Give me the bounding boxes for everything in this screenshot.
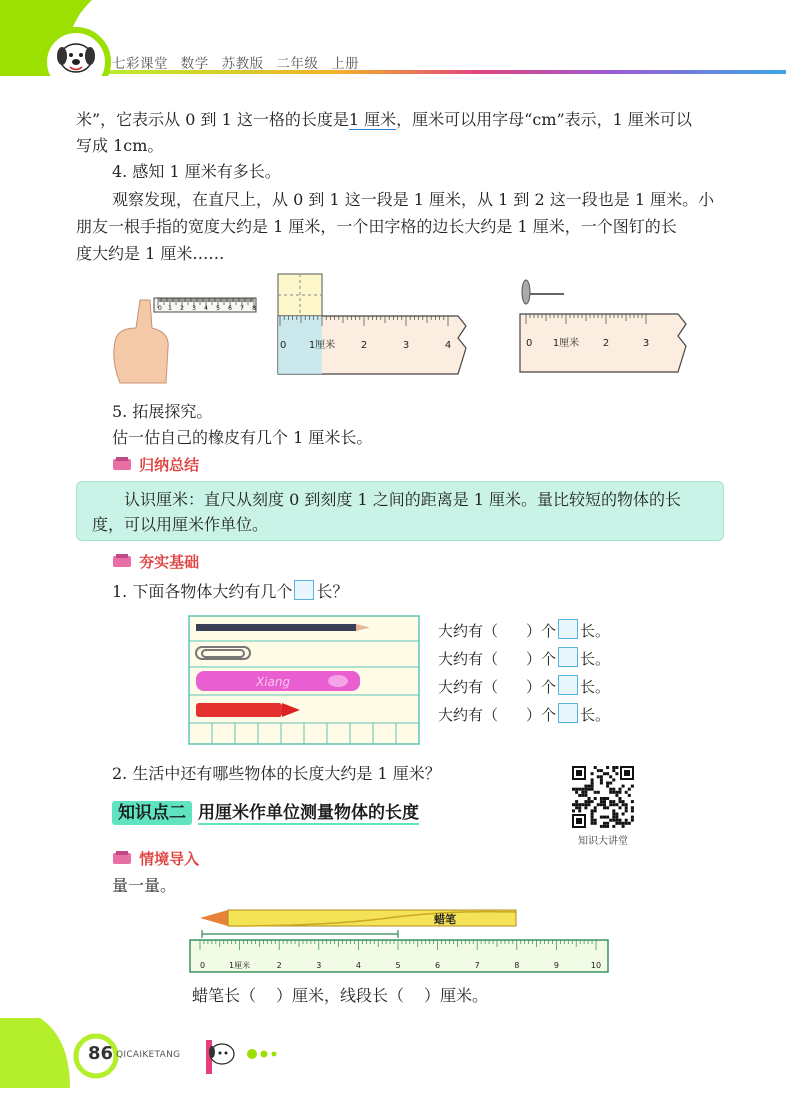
- step4-line-3: 度大约是 1 厘米……: [76, 244, 225, 263]
- crayon-illustration: [200, 910, 516, 926]
- step4-title: 4. 感知 1 厘米有多长。: [112, 162, 281, 181]
- pushpin-icon: [522, 280, 564, 304]
- ruler-label: 1: [168, 305, 172, 312]
- finger-ruler-illustration: [110, 288, 260, 388]
- step5-title: 5. 拓展探究。: [112, 402, 213, 421]
- pencil-box-icon: [112, 456, 134, 472]
- crayon-object: [196, 703, 300, 717]
- situation-question: 蜡笔长（ ）厘米，线段长（ ）厘米。: [192, 986, 489, 1005]
- unit-square-icon: [558, 675, 578, 695]
- ruler-label: 5: [395, 961, 401, 970]
- ruler-label: 3: [192, 305, 196, 312]
- step5-line: 估一估自己的橡皮有几个 1 厘米长。: [112, 428, 373, 447]
- footer-brand: QICAIKETANG: [116, 1050, 181, 1060]
- svg-text:蜡笔: 蜡笔: [434, 913, 456, 926]
- ruler-label: 6: [228, 305, 232, 312]
- ruler-label: 2: [602, 338, 610, 349]
- knowledge-point-heading: 用厘米作单位测量物体的长度: [198, 803, 419, 823]
- ruler-label: 3: [316, 961, 322, 970]
- highlight-term: 1 厘米: [348, 110, 397, 129]
- ruler-label: 0: [526, 338, 533, 349]
- unit-square-icon: [558, 647, 578, 667]
- svg-text:Xiang: Xiang: [256, 675, 291, 689]
- ruler-label: 8: [252, 305, 256, 312]
- objects-grid: [188, 615, 420, 745]
- qr-code-icon[interactable]: [570, 764, 636, 830]
- ruler-label: 2: [360, 340, 368, 351]
- ruler-label: 6: [435, 961, 441, 970]
- ruler-label: 3: [402, 340, 410, 351]
- answer-row: 大约有（ ）个 长。: [438, 645, 610, 673]
- ruler-label: 3: [642, 338, 650, 349]
- ruler-label: 7: [474, 961, 480, 970]
- unit-square-icon: [558, 619, 578, 639]
- answer-row: 大约有（ ）个 长。: [438, 617, 610, 645]
- series-name: 七彩课堂: [112, 56, 168, 72]
- ruler-label: 5: [216, 305, 220, 312]
- ruler-label: 1厘米: [229, 961, 251, 970]
- ruler-label: 4: [444, 340, 452, 351]
- knowledge-point-title: [112, 798, 419, 823]
- pushpin-ruler-illustration: [512, 272, 702, 380]
- volume-name: 上册: [331, 56, 360, 72]
- edition-name: 苏教版: [221, 56, 264, 72]
- unit-square-icon: [558, 703, 578, 723]
- pencil-object: [196, 624, 370, 631]
- eraser-object: [196, 671, 360, 691]
- ruler-label: 8: [514, 961, 520, 970]
- q2-prompt: 2. 生活中还有哪些物体的长度大约是 1 厘米？: [112, 764, 441, 783]
- pencil-box-icon: [112, 850, 134, 866]
- subject-name: 数学: [180, 56, 209, 72]
- ruler-label: 0: [200, 961, 206, 970]
- ruler-label: 4: [355, 961, 361, 970]
- ruler-label: 4: [204, 305, 208, 312]
- qr-label: 知识大讲堂: [578, 836, 628, 847]
- ruler-label: 0: [280, 340, 287, 351]
- crayon-measure-illustration: [188, 904, 612, 976]
- intro-line-2: 写成 1cm。: [76, 136, 164, 155]
- basics-heading: 夯实基础: [112, 551, 199, 572]
- dog-mascot-icon: [206, 1040, 234, 1074]
- situation-heading: 情境导入: [112, 848, 199, 869]
- summary-heading: 归纳总结: [112, 454, 199, 475]
- step4-line-1: 观察发现，在直尺上，从 0 到 1 这一段是 1 厘米，从 1 到 2 这一段也是 1 厘米。小: [112, 190, 715, 209]
- pencil-box-icon: [112, 553, 134, 569]
- grade-name: 二年级: [276, 56, 319, 72]
- ruler-label: 0: [158, 305, 162, 312]
- q1-prompt: 1. 下面各物体大约有几个 长？: [112, 582, 349, 601]
- ruler-label: 9: [553, 961, 559, 970]
- ruler-label: 2: [276, 961, 282, 970]
- intro-line-1: 米”，它表示从 0 到 1 这一格的长度是1 厘米，厘米可以用字母“cm”表示，1 厘米可以: [76, 110, 692, 129]
- step4-line-2: 朋友一根手指的宽度大约是 1 厘米，一个田字格的边长大约是 1 厘米，一个图钉的长: [76, 217, 677, 236]
- answer-list: [438, 617, 610, 729]
- header-title: [112, 52, 367, 72]
- ruler-label: 10: [590, 961, 602, 970]
- ruler-label: 2: [180, 305, 184, 312]
- knowledge-point-tag: 知识点二: [112, 801, 192, 825]
- ruler-label: 1厘米: [308, 340, 336, 351]
- answer-row: 大约有（ ）个 长。: [438, 701, 610, 729]
- ruler-label: 7: [240, 305, 244, 312]
- page-number: 86: [88, 1043, 114, 1064]
- unit-square-icon: [294, 580, 314, 600]
- ruler-label: 1厘米: [552, 338, 580, 349]
- answer-row: 大约有（ ）个 长。: [438, 673, 610, 701]
- summary-text: 认识厘米：直尺从刻度 0 到刻度 1 之间的距离是 1 厘米。量比较短的物体的长度，可以用厘米作单位。: [92, 490, 682, 534]
- grid-ruler-illustration: [270, 268, 480, 380]
- situation-prompt: 量一量。: [112, 876, 177, 895]
